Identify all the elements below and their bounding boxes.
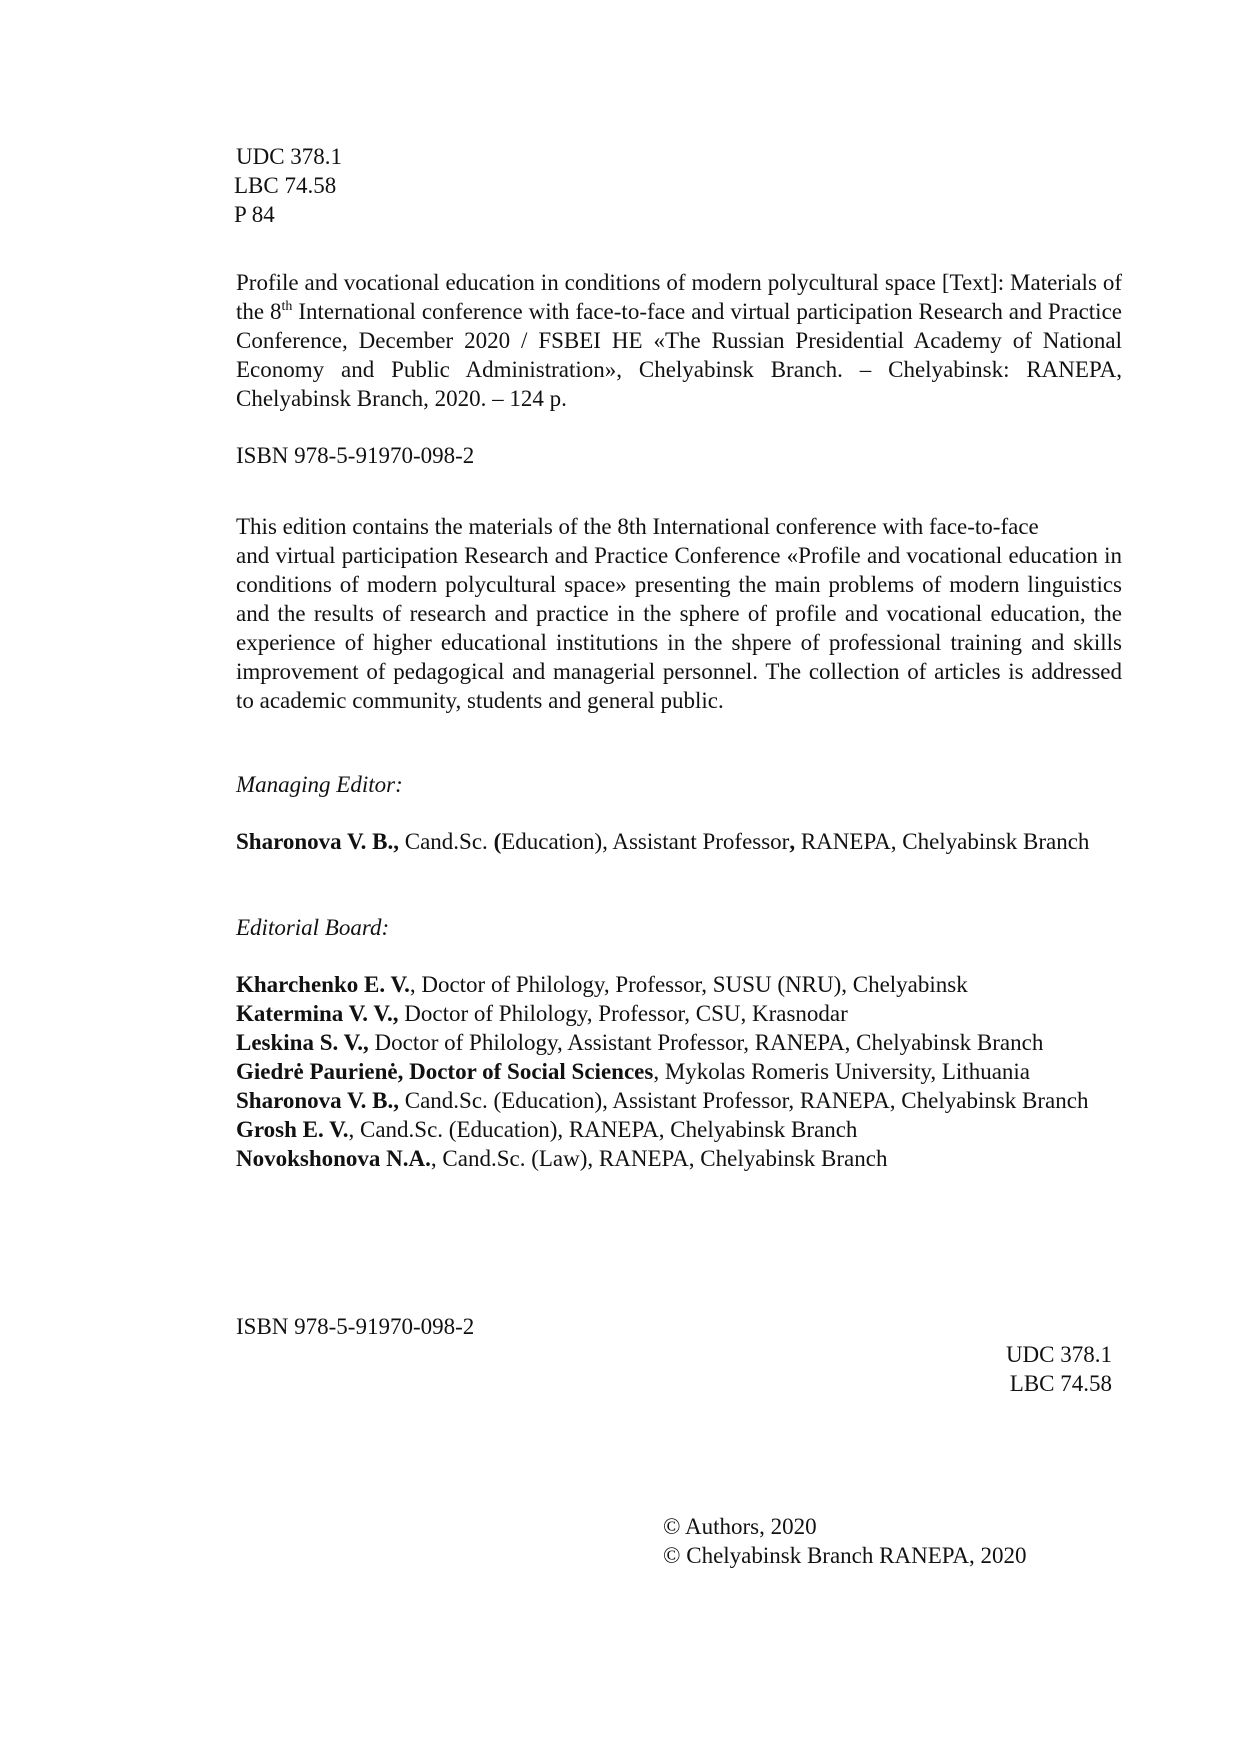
editorial-board-heading: Editorial Board: bbox=[236, 915, 390, 940]
udc-code: UDC 378.1 bbox=[236, 144, 343, 169]
bibliographic-description bbox=[236, 268, 1122, 413]
copyright-branch: © Chelyabinsk Branch RANEPA, 2020 bbox=[663, 1543, 1027, 1568]
board-member bbox=[236, 1057, 1116, 1086]
footer-udc-code: UDC 378.1 bbox=[1005, 1342, 1112, 1367]
board-member-info: , Cand.Sc. (Law), RANEPA, Chelyabinsk Branch bbox=[430, 1146, 888, 1171]
board-member-name: Kharchenko E. V. bbox=[236, 972, 410, 997]
board-member-info: Cand.Sc. (Education), Assistant Professor, RANEPA, Chelyabinsk Branch bbox=[399, 1088, 1089, 1113]
managing-editor-cred-a: Cand.Sc. bbox=[399, 829, 494, 854]
board-member-name: Giedrė Paurienė, Doctor of Social Sciences bbox=[236, 1059, 654, 1084]
footer-codes bbox=[800, 1340, 1112, 1398]
managing-editor-comma: , bbox=[789, 829, 796, 854]
managing-editor-cred-c: RANEPA, Chelyabinsk Branch bbox=[795, 829, 1090, 854]
ordinal-suffix: th bbox=[281, 299, 293, 314]
editorial-board-list bbox=[236, 970, 1116, 1173]
board-member bbox=[236, 1115, 1116, 1144]
author-mark: P 84 bbox=[234, 202, 275, 227]
board-member-name: Katermina V. V., bbox=[236, 1001, 399, 1026]
board-member bbox=[236, 970, 1116, 999]
footer-lbc-code: LBC 74.58 bbox=[1009, 1371, 1112, 1396]
managing-editor-entry bbox=[236, 827, 1122, 856]
copyright-authors: © Authors, 2020 bbox=[663, 1514, 817, 1539]
abstract bbox=[236, 512, 1122, 715]
board-member bbox=[236, 999, 1116, 1028]
board-member-info: , Doctor of Philology, Professor, SUSU (NRU), Chelyabinsk bbox=[409, 972, 968, 997]
abstract-first-line: This edition contains the materials of the 8th International conference with face-to-face bbox=[236, 514, 1039, 539]
isbn-top: ISBN 978-5-91970-098-2 bbox=[236, 443, 475, 468]
board-member-info: , Mykolas Romeris University, Lithuania bbox=[653, 1059, 1031, 1084]
board-member-info: , Cand.Sc. (Education), RANEPA, Chelyabinsk Branch bbox=[348, 1117, 858, 1142]
board-member-info: Doctor of Philology, Assistant Professor, RANEPA, Chelyabinsk Branch bbox=[368, 1030, 1044, 1055]
bibliographic-text-part1: Profile and vocational education in conditions of modern polycultural space [Text]: Materials of the 8 bbox=[236, 270, 1122, 324]
bibliographic-text-part2: International conference with face-to-face and virtual participation Research and Practice Conference, December 2020 / FSBEI HE «The Russian Presidential Academy of National Economy and Public Administration», Chelyabinsk Branch. – Chelyabinsk: RANEPA, Chelyabinsk Branch, 2020. – 124 p. bbox=[236, 299, 1122, 411]
classification-codes bbox=[236, 142, 342, 229]
board-member-info: Doctor of Philology, Professor, CSU, Krasnodar bbox=[398, 1001, 848, 1026]
board-member-name: Grosh E. V. bbox=[236, 1117, 349, 1142]
board-member bbox=[236, 1028, 1116, 1057]
board-member bbox=[236, 1086, 1116, 1115]
board-member-name: Sharonova V. B., bbox=[236, 1088, 399, 1113]
isbn-bottom: ISBN 978-5-91970-098-2 bbox=[236, 1314, 475, 1339]
managing-editor-heading: Managing Editor: bbox=[236, 772, 403, 797]
managing-editor-paren: ( bbox=[493, 829, 502, 854]
board-member-name: Novokshonova N.A. bbox=[236, 1146, 431, 1171]
board-member bbox=[236, 1144, 1116, 1173]
managing-editor-cred-b: Education), Assistant Professor bbox=[501, 829, 790, 854]
lbc-code: LBC 74.58 bbox=[234, 173, 337, 198]
copyright-block bbox=[663, 1512, 1027, 1570]
abstract-body: and virtual participation Research and Practice Conference «Profile and vocational education in conditions of modern polycultural space» presenting the main problems of modern linguistics and the results of research and practice in the sphere of profile and vocational education, the experience of higher educational institutions in the shpere of professional training and skills improvement of pedagogical and managerial personnel. The collection of articles is addressed to academic community, students and general public. bbox=[236, 543, 1122, 713]
managing-editor-name: Sharonova V. B., bbox=[236, 829, 399, 854]
board-member-name: Leskina S. V., bbox=[236, 1030, 369, 1055]
